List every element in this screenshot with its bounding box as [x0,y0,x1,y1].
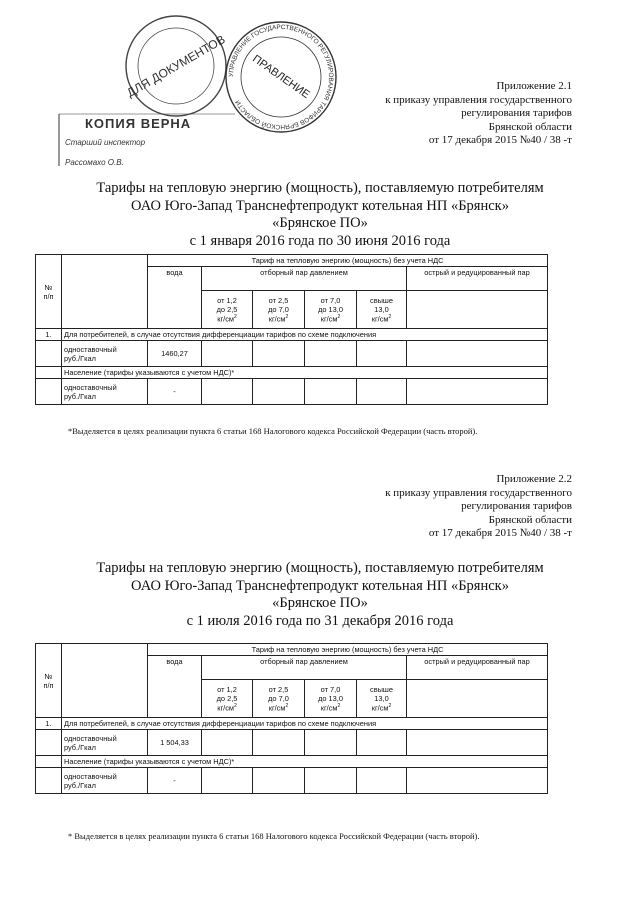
stamp-left-text: ДЛЯ ДОКУМЕНТОВ [124,32,228,100]
steam-header: отборный пар давлением [202,656,407,680]
annex-1-line: Брянской области [488,120,572,133]
row-consumers: Для потребителей, в случае отсутствия дифференциации тарифов по схеме подключения [62,329,548,341]
water-header: вода [148,267,202,329]
population-row: Население (тарифы указываются с учетом НДС)* [62,756,548,768]
sharp-steam-cell [407,680,548,718]
title-1 [0,180,640,250]
rate-label: одноставочный руб./Гкал [62,379,148,405]
pressure-4: свыше 13,0 $кг/см^2$ [357,291,407,329]
sharp-steam-header: острый и редуцированный пар [407,267,548,291]
pressure-2: от 2,5 до 7,0 $кг/см^2$ [253,680,305,718]
pressure-3: от 7,0 до 13,0 $кг/см^2$ [305,680,357,718]
title-1-line: Тарифы на тепловую энергию (мощность), поставляемую потребителям [96,180,544,196]
annex-2-line: Брянской области [488,513,572,526]
water-value: 1460,27 [148,341,202,367]
row-num: 1. [36,718,62,730]
annex-2-line: регулирования тарифов [461,500,572,512]
col-num-header: № п/п [36,255,62,329]
stamp-right-ring: УПРАВЛЕНИЕ ГОСУДАРСТВЕННОГО РЕГУЛИРОВАНИЯ ТАРИФОВ БРЯНСКОЙ ОБЛАСТИ [227,23,335,131]
copy-name: Рассомахо О.В. [65,158,124,167]
title-2-line: ОАО Юго-Запад Транснефтепродукт котельная НП «Брянск» [131,577,509,594]
title-2-line: Тарифы на тепловую энергию (мощность), поставляемую потребителям [96,560,544,576]
sharp-steam-header: острый и редуцированный пар [407,656,548,680]
tariff-header: Тариф на тепловую энергию (мощность) без учета НДС [148,644,548,656]
annex-2-header [385,473,572,541]
dash-value: - [148,768,202,794]
col-empty-header [62,644,148,718]
table-row [36,341,548,367]
pressure-3: от 7,0 до 13,0 $кг/см^2$ [305,291,357,329]
pressure-4: свыше 13,0 $кг/см^2$ [357,680,407,718]
copy-position: Старший инспектор [65,138,146,147]
copy-verified-label: КОПИЯ ВЕРНА [85,116,192,131]
sharp-steam-cell [407,291,548,329]
stamp-right-text: ПРАВЛЕНИЕ [250,52,312,102]
water-value: 1 504,33 [148,730,202,756]
row-consumers: Для потребителей, в случае отсутствия дифференциации тарифов по схеме подключения [62,718,548,730]
pressure-1: от 1,2 до 2,5 $кг/см^2$ [202,291,253,329]
rate-label: одноставочный руб./Гкал [62,341,148,367]
annex-2-line: к приказу управления государственного [385,486,572,499]
annex-1-line: Приложение 2.1 [496,80,572,92]
steam-header: отборный пар давлением [202,267,407,291]
title-1-line: ОАО Юго-Запад Транснефтепродукт котельная НП «Брянск» [131,197,509,214]
annex-2-line: от 17 декабря 2015 №40 / 38 -т [428,527,572,539]
rate-label: одноставочный руб./Гкал [62,730,148,756]
water-header: вода [148,656,202,718]
footnote-1: *Выделяется в целях реализации пункта 6 статьи 168 Налогового кодекса Российской Федерации (часть второй). [68,426,478,436]
pressure-2: от 2,5 до 7,0 $кг/см^2$ [253,291,305,329]
annex-2-line: Приложение 2.2 [496,473,572,485]
annex-1-line: от 17 декабря 2015 №40 / 38 -т [428,134,572,146]
title-1-line: с 1 января 2016 года по 30 июня 2016 года [189,232,451,249]
footnote-2: * Выделяется в целях реализации пункта 6 статьи 168 Налогового кодекса Российской Федерации (часть второй). [68,831,480,841]
tariff-table-2 [35,643,548,794]
tariff-header: Тариф на тепловую энергию (мощность) без учета НДС [148,255,548,267]
annex-1-line: к приказу управления государственного [385,93,572,106]
copy-verified-stamp [55,108,243,172]
row-num: 1. [36,329,62,341]
table-row [36,768,548,794]
title-2-line: с 1 июля 2016 года по 31 декабря 2016 года [186,612,454,629]
rate-label: одноставочный руб./Гкал [62,768,148,794]
col-num-header: № п/п [36,644,62,718]
pressure-1: от 1,2 до 2,5 $кг/см^2$ [202,680,253,718]
round-stamp-left [122,12,230,120]
title-2 [0,560,640,630]
title-2-line: «Брянское ПО» [272,595,368,611]
annex-1-header [385,80,572,148]
tariff-table-1 [35,254,548,405]
title-1-line: «Брянское ПО» [272,215,368,231]
col-empty-header [62,255,148,329]
dash-value: - [148,379,202,405]
population-row: Население (тарифы указываются с учетом НДС)* [62,367,548,379]
table-row [36,730,548,756]
table-row [36,379,548,405]
annex-1-line: регулирования тарифов [461,107,572,119]
